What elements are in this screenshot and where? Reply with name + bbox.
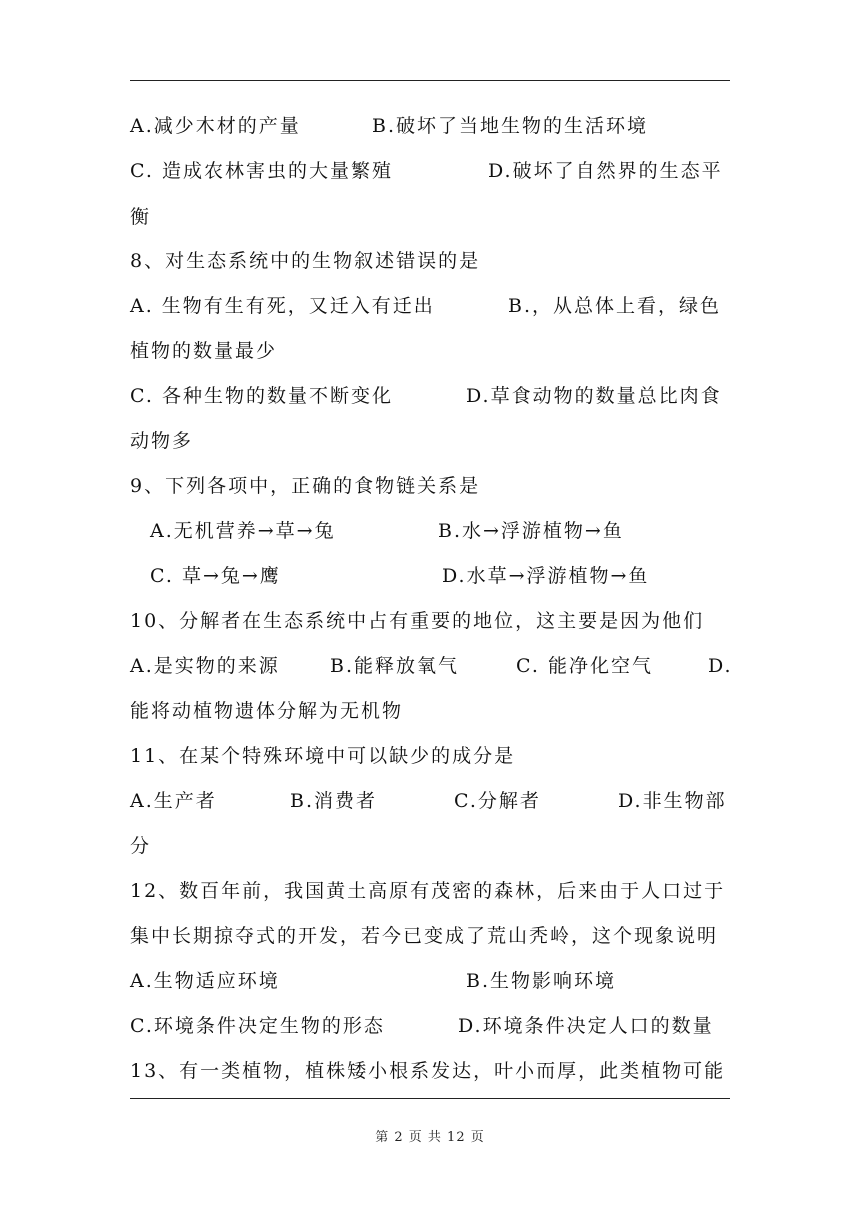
question-text: 12、数百年前，我国黄土高原有茂密的森林，后来由于人口过于: [130, 880, 726, 902]
option-b: B.水→浮游植物→鱼: [438, 520, 624, 542]
option-c: C. 能净化空气: [516, 655, 653, 677]
question-text: 9、下列各项中，正确的食物链关系是: [130, 475, 481, 497]
option-c: C.分解者: [454, 790, 541, 812]
option-b: B.消费者: [290, 790, 378, 812]
option-b: B.能释放氧气: [330, 655, 460, 677]
option-a: A.减少木材的产量: [130, 115, 301, 137]
header-rule: [130, 80, 730, 81]
continuation-text: 衡: [130, 206, 152, 228]
question-text: 13、有一类植物，植株矮小根系发达，叶小而厚，此类植物可能: [130, 1060, 726, 1082]
question-text: 10、分解者在生态系统中占有重要的地位，这主要是因为他们: [130, 610, 705, 632]
option-d: D.破坏了自然界的生态平: [488, 160, 723, 182]
option-a: A.是实物的来源: [130, 655, 280, 677]
continuation-text: 分: [130, 835, 152, 857]
option-d: D.环境条件决定人口的数量: [458, 1015, 714, 1037]
footer-rule: [130, 1098, 730, 1099]
option-c: C.环境条件决定生物的形态: [130, 1015, 385, 1037]
page-number-footer: 第 2 页 共 12 页: [375, 1130, 485, 1145]
option-d: D.草食动物的数量总比肉食: [466, 385, 722, 407]
option-b: B.生物影响环境: [466, 970, 617, 992]
option-a: A.无机营养→草→兔: [150, 520, 336, 542]
option-d: D.: [708, 655, 733, 677]
question-text: 11、在某个特殊环境中可以缺少的成分是: [130, 745, 516, 767]
option-c: C. 造成农林害虫的大量繁殖: [130, 160, 393, 182]
continuation-text: 植物的数量最少: [130, 340, 278, 362]
continuation-text: 动物多: [130, 430, 194, 452]
question-text: 8、对生态系统中的生物叙述错误的是: [130, 250, 481, 272]
continuation-text: 能将动植物遗体分解为无机物: [130, 700, 404, 722]
option-a: A.生物适应环境: [130, 970, 280, 992]
option-a: A.生产者: [130, 790, 217, 812]
option-b: B.破坏了当地生物的生活环境: [372, 115, 649, 137]
option-c: C. 草→兔→鹰: [150, 565, 281, 587]
option-a: A. 生物有生有死，又迁入有迁出: [130, 295, 435, 317]
option-b: B.，从总体上看，绿色: [508, 295, 722, 317]
question-text-continued: 集中长期掠夺式的开发，若今已变成了荒山秃岭，这个现象说明: [130, 925, 719, 947]
option-d: D.非生物部: [618, 790, 727, 812]
option-d: D.水草→浮游植物→鱼: [442, 565, 650, 587]
option-c: C. 各种生物的数量不断变化: [130, 385, 393, 407]
